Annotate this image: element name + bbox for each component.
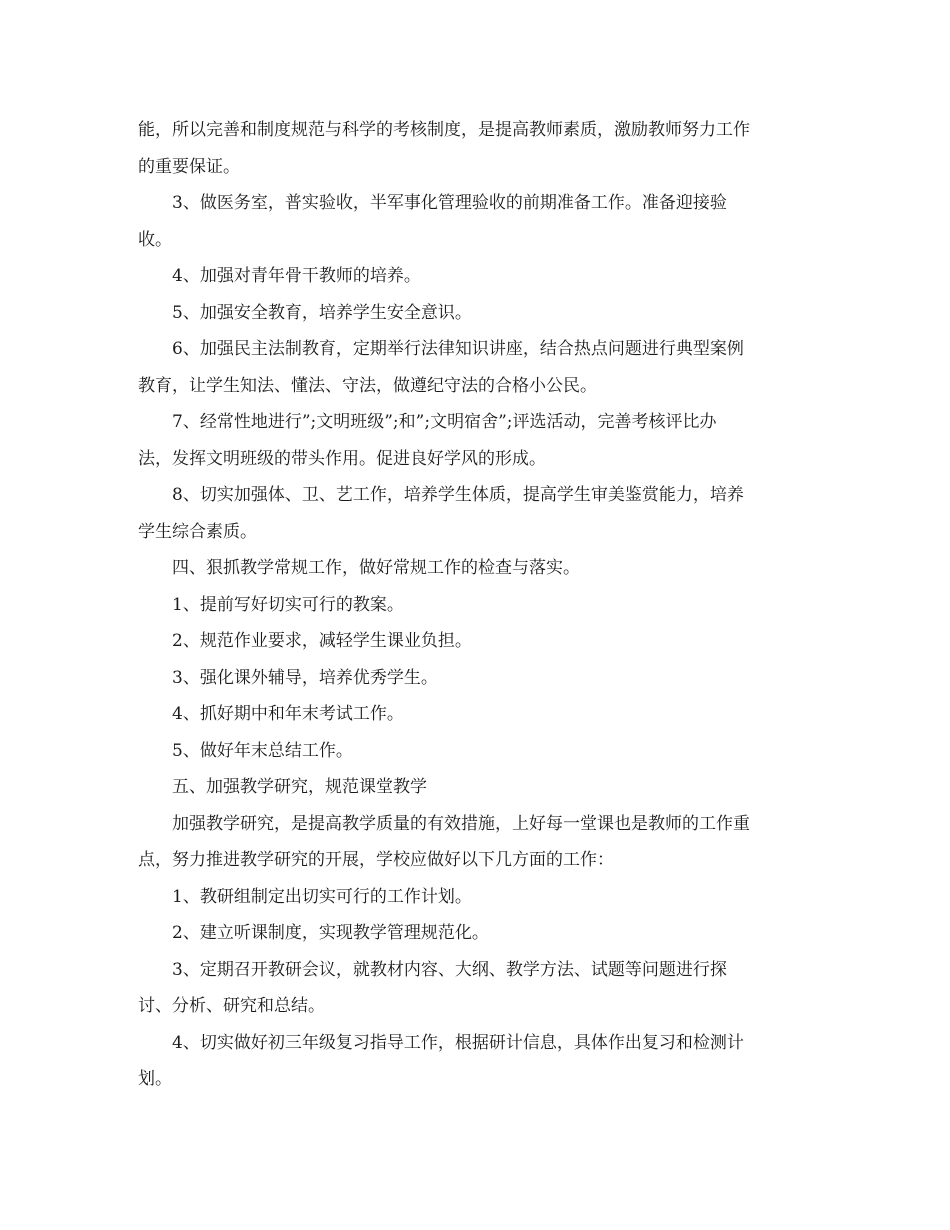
paragraph-section4-item-5: 5、做好年末总结工作。 <box>138 740 353 761</box>
paragraph-section4-item-3: 3、强化课外辅导，培养优秀学生。 <box>138 667 438 688</box>
paragraph-section4-item-1: 1、提前写好切实可行的教案。 <box>138 594 404 615</box>
paragraph-item-6-legal-education: 6、加强民主法制教育，定期举行法律知识讲座，结合热点问题进行典型案例 教育，让学生知法、懂法、守法，做遵纪守法的合格小公民。 <box>138 339 744 396</box>
paragraph-section4-item-4: 4、抓好期中和年末考试工作。 <box>138 704 404 724</box>
paragraph-item-8-sports-health-arts: 8、切实加强体、卫、艺工作，培养学生体质，提高学生审美鉴赏能力，培养 学生综合素质。 <box>138 485 744 542</box>
paragraph-section5-item-4: 4、切实做好初三年级复习指导工作，根据研计信息，具体作出复习和检测计 划。 <box>138 1032 744 1089</box>
paragraph-section4-item-2: 2、规范作业要求，减轻学生课业负担。 <box>138 631 472 651</box>
paragraph-section5-item-1: 1、教研组制定出切实可行的工作计划。 <box>138 886 472 907</box>
section-heading-5: 五、加强教学研究，规范课堂教学 <box>138 777 427 797</box>
paragraph-item-3-medical-room: 3、做医务室，普实验收，半军事化管理验收的前期准备工作。准备迎接验 收。 <box>138 193 727 250</box>
paragraph-item-5-safety: 5、加强安全教育，培养学生安全意识。 <box>138 302 472 323</box>
paragraph-continuation: 能，所以完善和制度规范与科学的考核制度，是提高教师素质，激励教师努力工作 的重要保证。 <box>138 120 750 177</box>
paragraph-item-4-young-teachers: 4、加强对青年骨干教师的培养。 <box>138 266 421 286</box>
paragraph-item-7-civilized-class: 7、经常性地进行”;文明班级”;和”;文明宿舍”;评选活动，完善考核评比办 法，发挥文明班级的带头作用。促进良好学风的形成。 <box>138 412 717 469</box>
section-heading-4: 四、狠抓教学常规工作，做好常规工作的检查与落实。 <box>138 558 580 578</box>
paragraph-section5-intro: 加强教学研究，是提高教学质量的有效措施，上好每一堂课也是教师的工作重 点，努力推进教学研究的开展，学校应做好以下几方面的工作： <box>138 813 750 870</box>
document-body <box>138 112 814 1098</box>
paragraph-section5-item-2: 2、建立听课制度，实现教学管理规范化。 <box>138 923 489 943</box>
paragraph-section5-item-3: 3、定期召开教研会议，就教材内容、大纲、教学方法、试题等问题进行探 讨、分析、研究和总结。 <box>138 959 727 1016</box>
